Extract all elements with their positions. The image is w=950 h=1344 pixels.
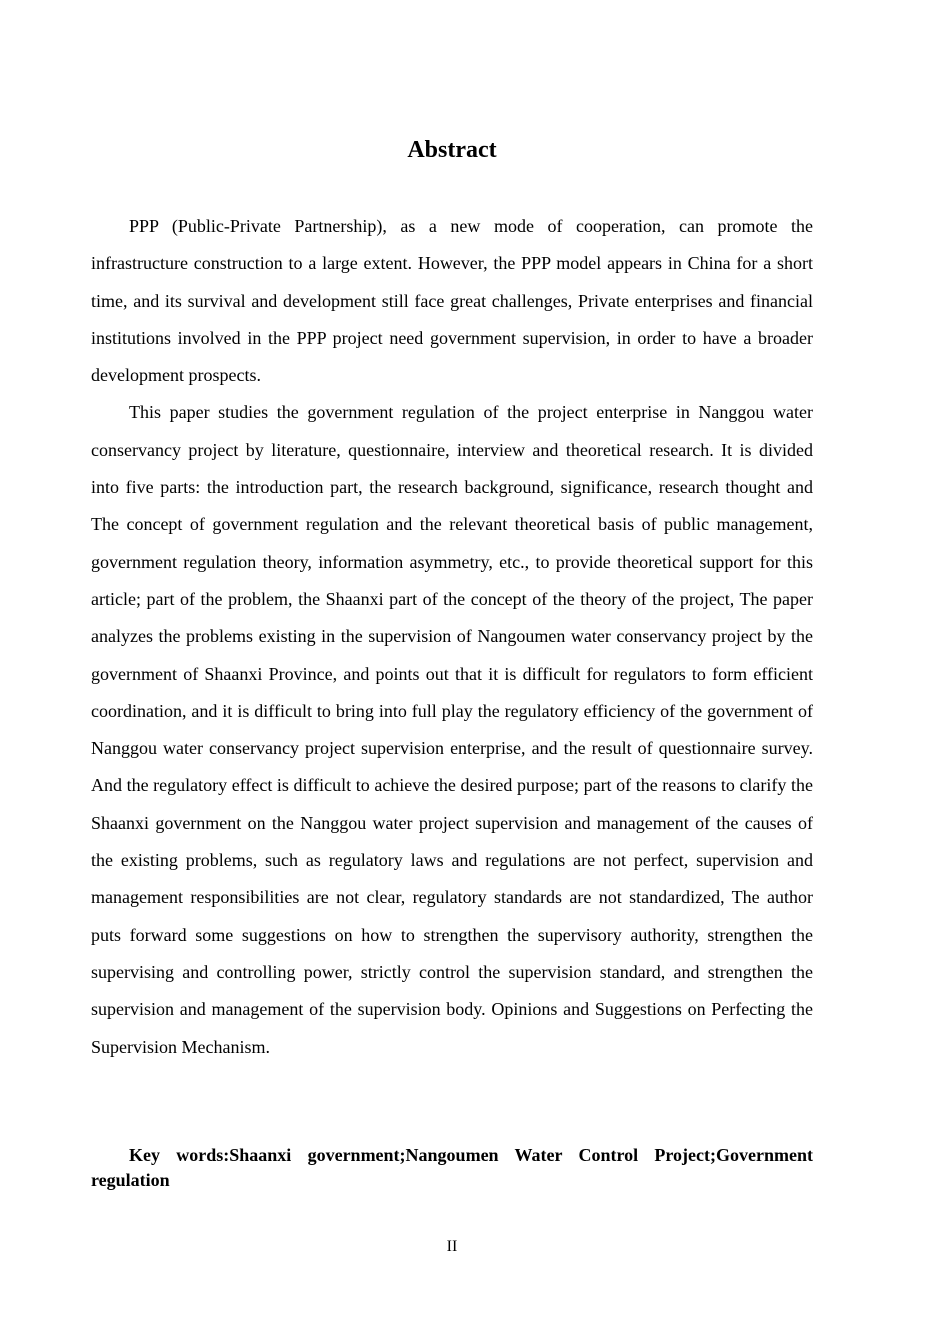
abstract-body bbox=[91, 208, 813, 1066]
page-number: II bbox=[446, 1238, 458, 1255]
abstract-title: Abstract bbox=[407, 137, 497, 163]
keywords-line: Key words:Shaanxi government;Nangoumen Water Control Project;Government regulation bbox=[91, 1145, 813, 1190]
abstract-paragraph-2: This paper studies the government regulation of the project enterprise in Nanggou water conservancy project by literature, questionnaire, interview and theoretical research. It is divided into five parts: the introduction part, the research background, significance, research thought and The concept of government regulation and the relevant theoretical basis of public management, government regulation theory, information asymmetry, etc., to provide theoretical support for this article; part of the problem, the Shaanxi part of the concept of the theory of the project, The paper analyzes the problems existing in the supervision of Nangoumen water conservancy project by the government of Shaanxi Province, and points out that it is difficult for regulators to form efficient coordination, and it is difficult to bring into full play the regulatory efficiency of the government of Nanggou water conservancy project supervision enterprise, and the result of questionnaire survey. And the regulatory effect is difficult to achieve the desired purpose; part of the reasons to clarify the Shaanxi government on the Nanggou water project supervision and management of the causes of the existing problems, such as regulatory laws and regulations are not perfect, supervision and management responsibilities are not clear, regulatory standards are not standardized, The author puts forward some suggestions on how to strengthen the supervisory authority, strengthen the supervising and controlling power, strictly control the supervision standard, and strengthen the supervision and management of the supervision body. Opinions and Suggestions on Perfecting the Supervision Mechanism. bbox=[91, 402, 813, 1057]
abstract-paragraph-1: PPP (Public-Private Partnership), as a new mode of cooperation, can promote the infrastructure construction to a large extent. However, the PPP model appears in China for a short time, and its survival and development still face great challenges, Private enterprises and financial institutions involved in the PPP project need government supervision, in order to have a broader development prospects. bbox=[91, 216, 813, 386]
